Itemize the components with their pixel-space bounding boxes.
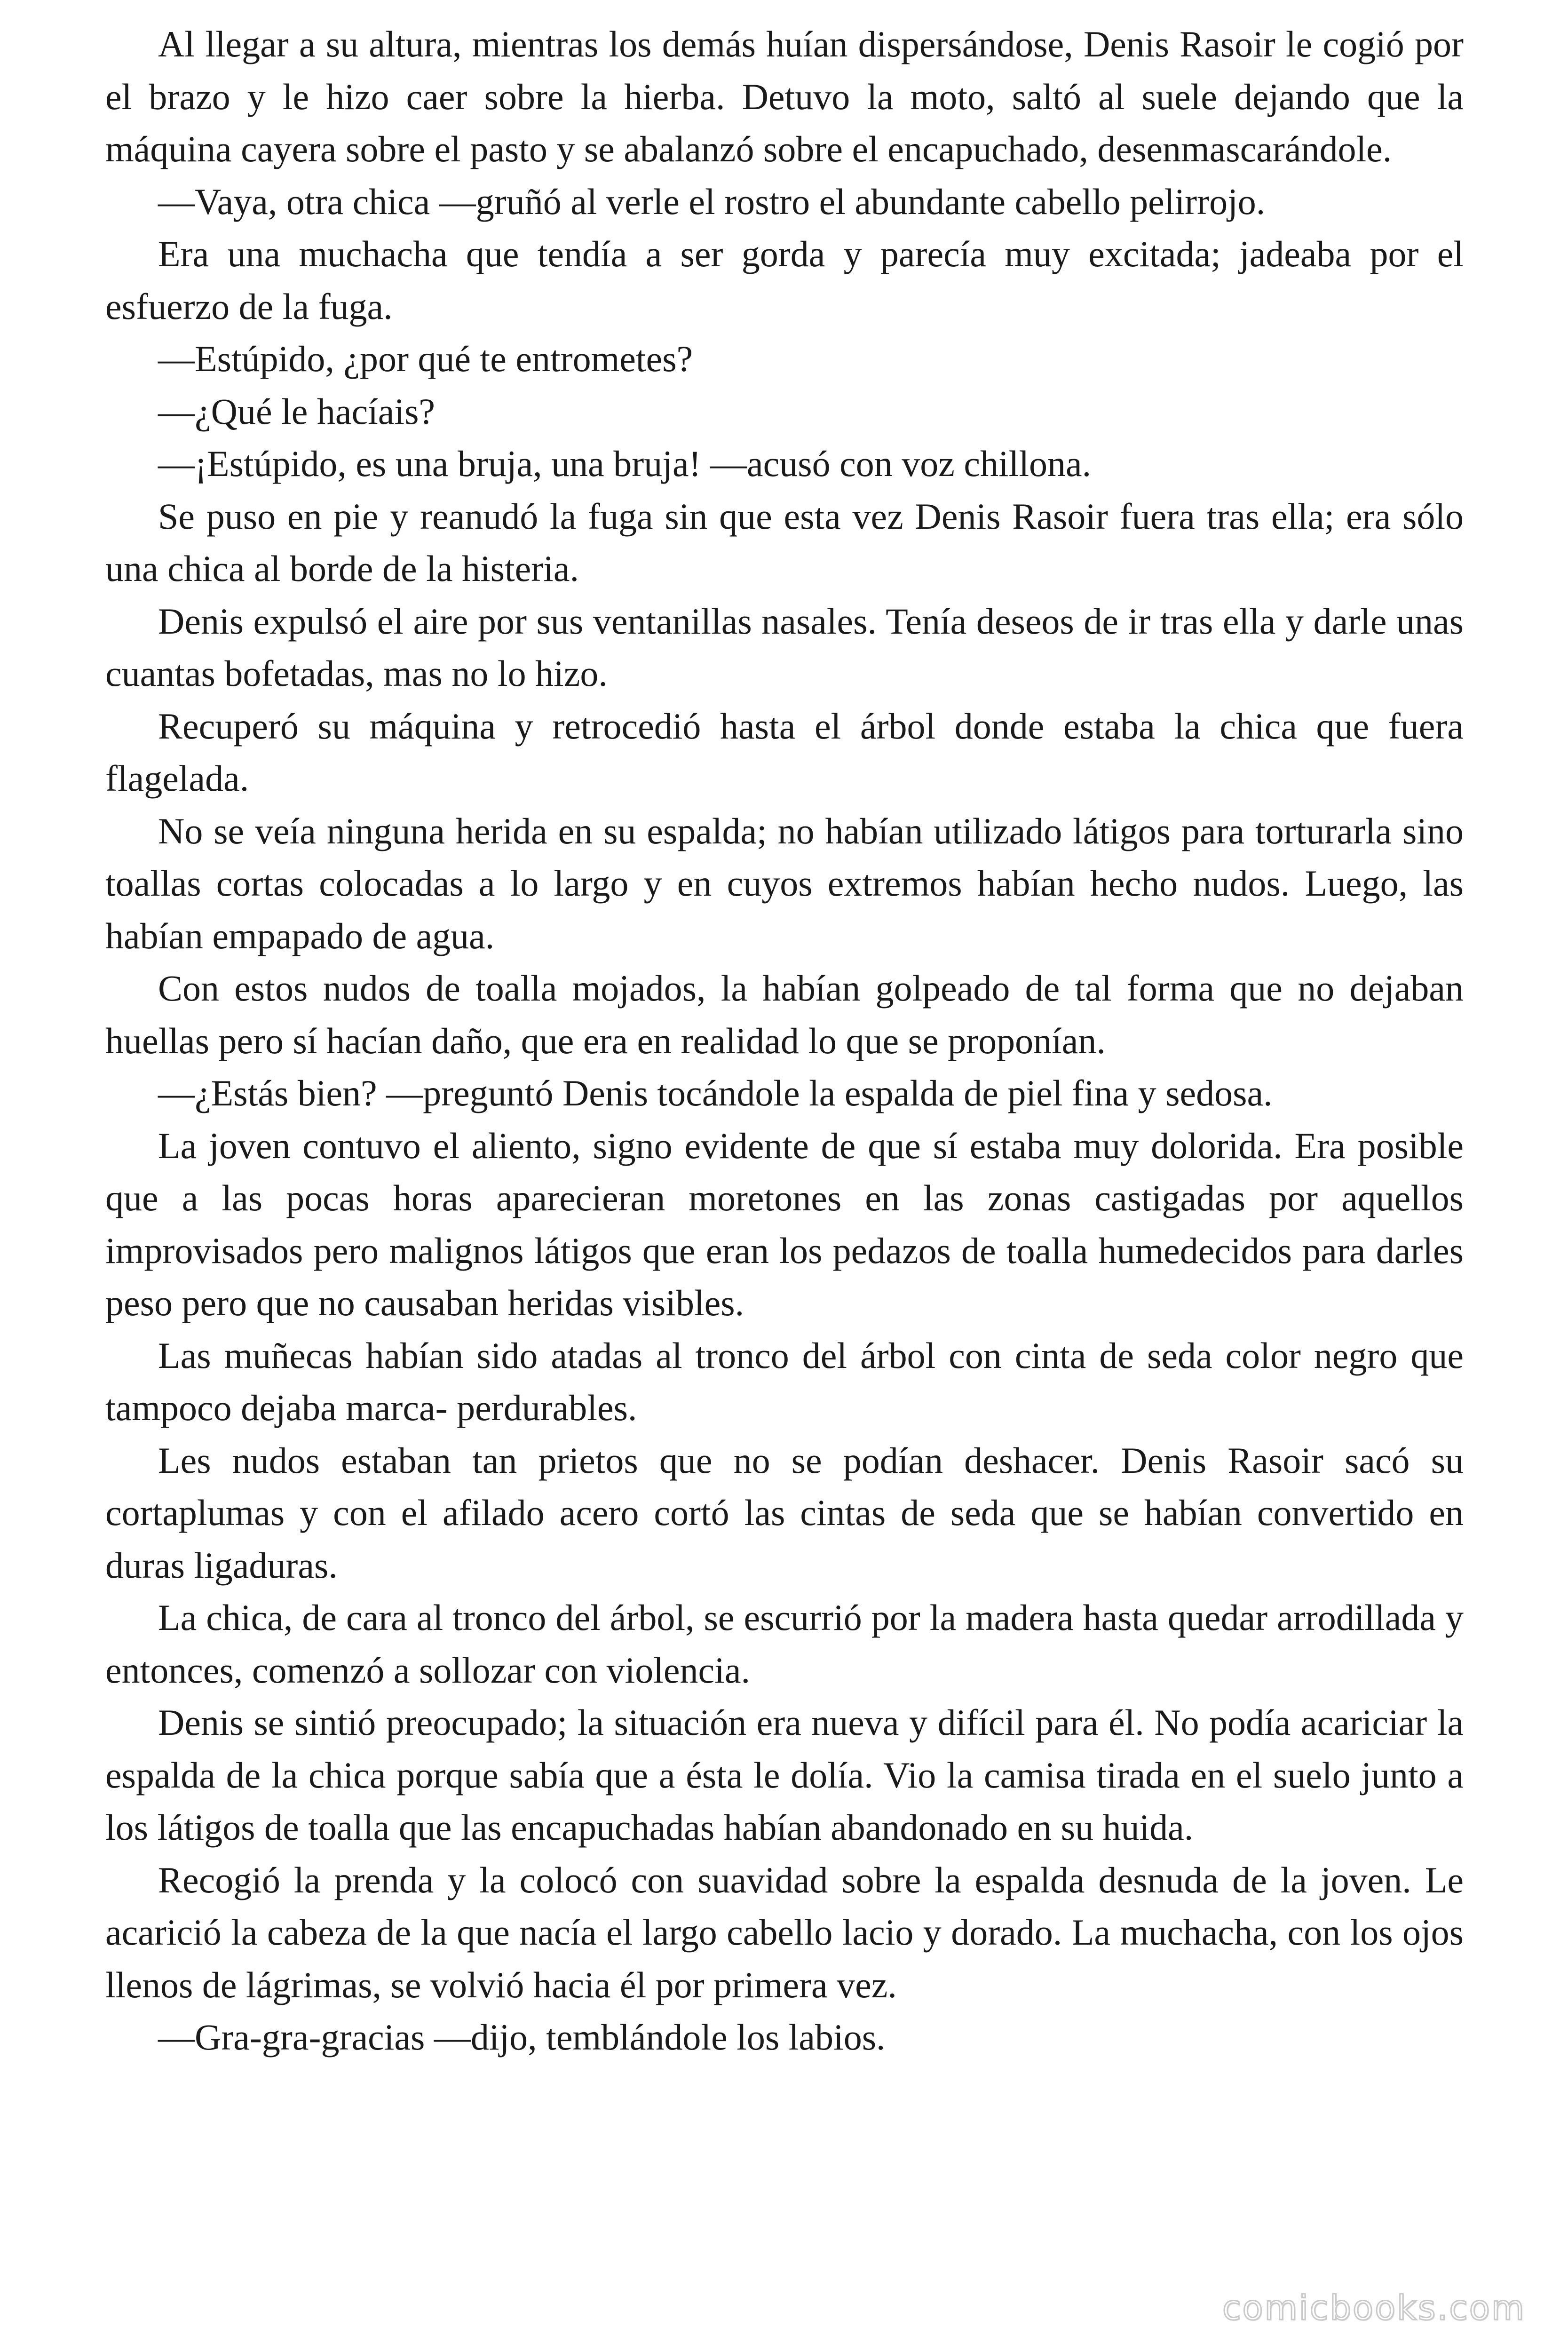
watermark: comicbooks.com bbox=[1222, 2288, 1526, 2328]
paragraph: Recogió la prenda y la colocó con suavidad sobre la espalda desnuda de la joven. Le acarició la cabeza de la que nacía el largo cabello lacio y dorado. La muchacha, con los ojos llenos de lágrimas, se volvió hacia él por primera vez. bbox=[105, 1859, 1464, 2005]
paragraph: Denis se sintió preocupado; la situación era nueva y difícil para él. No podía acariciar la espalda de la chica porque sabía que a ésta le dolía. Vio la camisa tirada en el suelo junto a los látigos de toalla que las encapuchadas habían abandonado en su huida. bbox=[105, 1702, 1464, 1848]
page-body bbox=[105, 18, 1464, 2064]
paragraph: —¿Estás bien? —preguntó Denis tocándole la espalda de piel fina y sedosa. bbox=[158, 1073, 1273, 1113]
paragraph: Recuperó su máquina y retrocedió hasta el árbol donde estaba la chica que fuera flagelada. bbox=[105, 705, 1464, 799]
paragraph: La chica, de cara al tronco del árbol, se escurrió por la madera hasta quedar arrodillada y entonces, comenzó a sollozar con violencia. bbox=[105, 1597, 1464, 1691]
paragraph: No se veía ninguna herida en su espalda; no habían utilizado látigos para torturarla sino toallas cortas colocadas a lo largo y en cuyos extremos habían hecho nudos. Luego, las habían empapado de agua. bbox=[105, 810, 1464, 956]
paragraph: La joven contuvo el aliento, signo evidente de que sí estaba muy dolorida. Era posible que a las pocas horas aparecieran moretones en las zonas castigadas por aquellos improvisados pero malignos látigos que eran los pedazos de toalla humedecidos para darles peso pero que no causaban heridas visibles. bbox=[105, 1125, 1464, 1323]
paragraph: Al llegar a su altura, mientras los demás huían dispersándose, Denis Rasoir le cogió por el brazo y le hizo caer sobre la hierba. Detuvo la moto, saltó al suele dejando que la máquina cayera sobre el pasto y se abalanzó sobre el encapuchado, desenmascarándole. bbox=[105, 24, 1464, 169]
paragraph: Las muñecas habían sido atadas al tronco del árbol con cinta de seda color negro que tampoco dejaba marca- perdurables. bbox=[105, 1335, 1464, 1428]
paragraph: —¡Estúpido, es una bruja, una bruja! —acusó con voz chillona. bbox=[158, 443, 1092, 484]
paragraph: —Vaya, otra chica —gruñó al verle el rostro el abundante cabello pelirrojo. bbox=[158, 181, 1266, 222]
paragraph: Denis expulsó el aire por sus ventanillas nasales. Tenía deseos de ir tras ella y darle unas cuantas bofetadas, mas no lo hizo. bbox=[105, 600, 1464, 694]
paragraph: Era una muchacha que tendía a ser gorda y parecía muy excitada; jadeaba por el esfuerzo de la fuga. bbox=[105, 233, 1464, 327]
paragraph: —Estúpido, ¿por qué te entrometes? bbox=[158, 338, 693, 379]
paragraph: —¿Qué le hacíais? bbox=[158, 390, 436, 432]
paragraph: Con estos nudos de toalla mojados, la habían golpeado de tal forma que no dejaban huellas pero sí hacían daño, que era en realidad lo que se proponían. bbox=[105, 968, 1464, 1061]
paragraph: Se puso en pie y reanudó la fuga sin que esta vez Denis Rasoir fuera tras ella; era sólo una chica al borde de la histeria. bbox=[105, 495, 1464, 589]
paragraph: —Gra-gra-gracias —dijo, temblándole los labios. bbox=[158, 2017, 886, 2058]
paragraph: Les nudos estaban tan prietos que no se podían deshacer. Denis Rasoir sacó su cortaplumas y con el afilado acero cortó las cintas de seda que se habían convertido en duras ligaduras. bbox=[105, 1439, 1464, 1586]
